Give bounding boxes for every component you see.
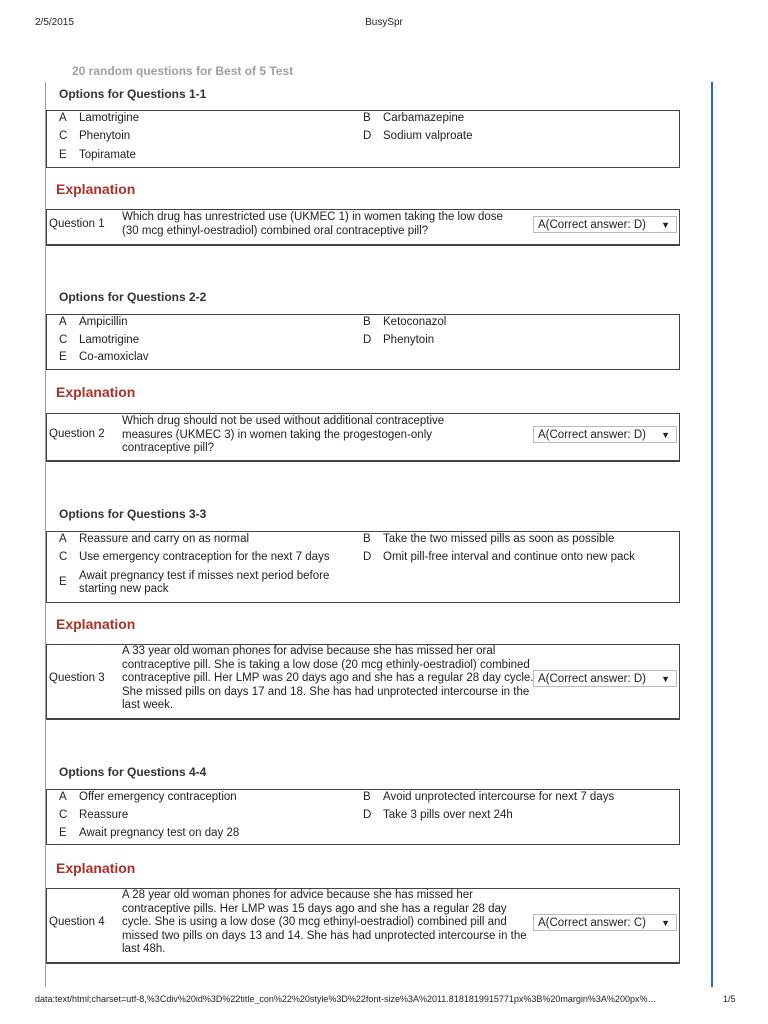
triangle-down-icon: ▼ (661, 430, 670, 440)
explanation-link[interactable]: Explanation (56, 384, 136, 400)
print-page-number: 1/5 (723, 994, 736, 1004)
option-b: B Take the two missed pills as soon as possible (363, 533, 615, 545)
print-header-title: BusySpr (365, 17, 403, 28)
options-title: Options for Questions 2-2 (59, 290, 207, 304)
option-b: B Avoid unprotected intercourse for next 7 days (363, 791, 615, 803)
page-title: 20 random questions for Best of 5 Test (72, 64, 294, 78)
question-box (46, 413, 680, 462)
options-title: Options for Questions 1-1 (59, 87, 207, 101)
question-label: Question 1 (49, 218, 105, 230)
option-e: E Topiramate (59, 149, 136, 161)
explanation-link[interactable]: Explanation (56, 616, 136, 632)
option-e: E Co-amoxiclav (59, 351, 149, 363)
print-footer-url: data:text/html;charset=utf-8,%3Cdiv%20id%3D%22title_con%22%20style%3D%22font-size%3A%2011.8181819915771px%3B%20margin%3A%200px%… (35, 994, 657, 1004)
options-box (46, 789, 680, 845)
options-title: Options for Questions 4-4 (59, 765, 207, 779)
option-a: A Ampicillin (59, 316, 128, 328)
options-box (46, 314, 680, 370)
option-d: D Sodium valproate (363, 130, 473, 142)
option-d: D Phenytoin (363, 334, 435, 346)
print-date: 2/5/2015 (35, 17, 74, 28)
question-box (46, 888, 680, 964)
question-text: A 28 year old woman phones for advice because she has missed her contraceptive pills. Her LMP was 15 days ago and she has a regular 28 day cycle. She is using a low dose (30 mcg ethinyl-oestradiol) combined pill and missed two pills on days 13 and 14. She has had unprotected intercourse in the last 48h. (122, 889, 527, 955)
option-e: E Await pregnancy test if misses next period before starting new pack (59, 570, 330, 595)
triangle-down-icon: ▼ (661, 918, 670, 928)
question-text: Which drug should not be used without additional contraceptive measures (UKMEC 3) in women taking the progestogen-only contraceptive pill? (122, 415, 445, 454)
option-b: B Carbamazepine (363, 112, 465, 124)
option-b: B Ketoconazol (363, 316, 447, 328)
option-c: C Reassure (59, 809, 129, 821)
triangle-down-icon: ▼ (661, 674, 670, 684)
question-box (46, 209, 680, 246)
option-c: C Lamotrigine (59, 334, 140, 346)
option-a: A Offer emergency contraception (59, 791, 237, 803)
explanation-link[interactable]: Explanation (56, 860, 136, 876)
answer-select[interactable]: A(Correct answer: D) ▼ (533, 216, 677, 233)
option-c: C Phenytoin (59, 130, 131, 142)
answer-select[interactable]: A(Correct answer: D) ▼ (533, 426, 677, 443)
question-box (46, 644, 680, 720)
options-box (46, 531, 680, 603)
answer-select[interactable]: A(Correct answer: C) ▼ (533, 914, 677, 931)
option-d: D Omit pill-free interval and continue onto new pack (363, 551, 635, 563)
answer-select[interactable]: A(Correct answer: D) ▼ (533, 670, 677, 687)
question-label: Question 4 (49, 916, 105, 928)
question-text: A 33 year old woman phones for advise because she has missed her oral contraceptive pill. She is taking a low dose (20 mcg ethinly-oestradiol) combined contraceptive pill. Her LMP was 20 days ago and she has a regular 28 day cycle. She missed pills on days 17 and 18. She has had unprotected intercourse in the last week. (122, 645, 534, 711)
right-border-line (711, 82, 713, 987)
option-c: C Use emergency contraception for the next 7 days (59, 551, 330, 563)
option-d: D Take 3 pills over next 24h (363, 809, 513, 821)
options-box (46, 110, 680, 168)
question-text: Which drug has unrestricted use (UKMEC 1) in women taking the low dose (30 mcg ethinyl-oestradiol) combined oral contraceptive pill? (122, 211, 503, 237)
option-e: E Await pregnancy test on day 28 (59, 827, 240, 839)
question-label: Question 2 (49, 428, 105, 440)
option-a: A Lamotrigine (59, 112, 140, 124)
triangle-down-icon: ▼ (661, 220, 670, 230)
question-label: Question 3 (49, 672, 105, 684)
options-title: Options for Questions 3-3 (59, 507, 207, 521)
explanation-link[interactable]: Explanation (56, 181, 136, 197)
option-a: A Reassure and carry on as normal (59, 533, 250, 545)
